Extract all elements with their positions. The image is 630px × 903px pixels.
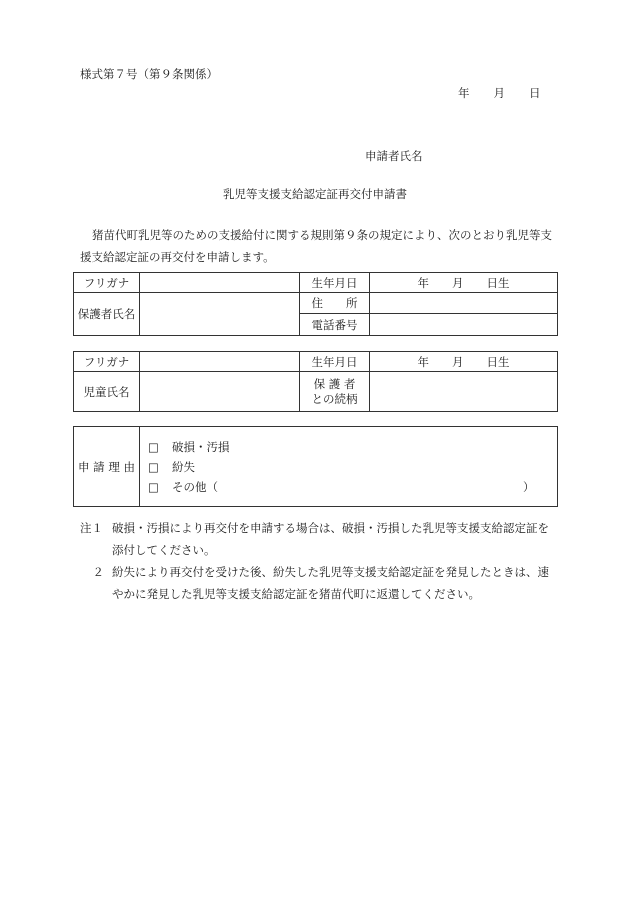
reason-option-label: その他（ [172,479,218,494]
child-birthdate-field[interactable]: 年 月 日生 [370,352,558,372]
reason-option-label: 破損・汚損 [172,439,230,454]
note-number: 注１ [80,521,103,535]
guardian-birthdate-label: 生年月日 [300,273,370,293]
child-furigana-field[interactable] [140,352,300,372]
date-year-label: 年 [458,86,470,100]
note-item [80,517,560,561]
checkbox-icon[interactable]: □ [148,479,159,494]
reason-option-label: 紛失 [172,459,195,474]
reason-other-close-paren: ） [523,479,535,494]
guardian-table [73,272,558,336]
child-name-field[interactable] [140,372,300,412]
child-table [73,351,558,412]
note-number: ２ [92,565,104,579]
child-relation-label [300,372,370,412]
reason-options [140,427,558,507]
guardian-phone-field[interactable] [370,314,558,336]
intro-paragraph: 猪苗代町乳児等のための支援給付に関する規則第９条の規定により、次のとおり乳児等支援支給認定証の再交付を申請します。 [80,228,552,264]
guardian-address-field[interactable] [370,293,558,314]
checkbox-icon[interactable]: □ [148,439,159,454]
guardian-name-label: 保護者氏名 [74,293,140,336]
date-month-label: 月 [493,86,505,100]
form-number: 様式第７号（第９条関係） [80,67,218,81]
document-title: 乳児等支援支給認定証再交付申請書 [223,187,407,201]
date-line [458,85,541,101]
guardian-address-label: 住 所 [300,293,370,314]
notes [80,517,560,605]
note-text: 破損・汚損により再交付を申請する場合は、破損・汚損した乳児等支援支給認定証を添付してください。 [112,521,549,557]
child-birthdate-label: 生年月日 [300,352,370,372]
reason-option-damage[interactable] [140,437,557,457]
guardian-furigana-field[interactable] [140,273,300,293]
child-relation-label-line1: 保 護 者 [313,376,356,391]
note-item [80,561,560,605]
reason-table [73,426,558,507]
guardian-name-field[interactable] [140,293,300,336]
guardian-furigana-label: フリガナ [74,273,140,293]
child-name-label: 児童氏名 [74,372,140,412]
child-relation-field[interactable] [370,372,558,412]
checkbox-icon[interactable]: □ [148,459,159,474]
child-relation-label-line2: との続柄 [311,391,358,406]
guardian-birthdate-field[interactable]: 年 月 日生 [370,273,558,293]
child-furigana-label: フリガナ [74,352,140,372]
applicant-name-label: 申請者氏名 [365,149,423,163]
date-day-label: 日 [529,86,541,100]
guardian-phone-label: 電話番号 [300,314,370,336]
reason-option-lost[interactable] [140,457,557,477]
reason-label: 申 請 理 由 [74,427,140,507]
reason-option-other[interactable] [140,477,557,497]
note-text: 紛失により再交付を受けた後、紛失した乳児等支援支給認定証を発見したときは、速やかに発見した乳児等支援支給認定証を猪苗代町に返還してください。 [112,565,549,601]
